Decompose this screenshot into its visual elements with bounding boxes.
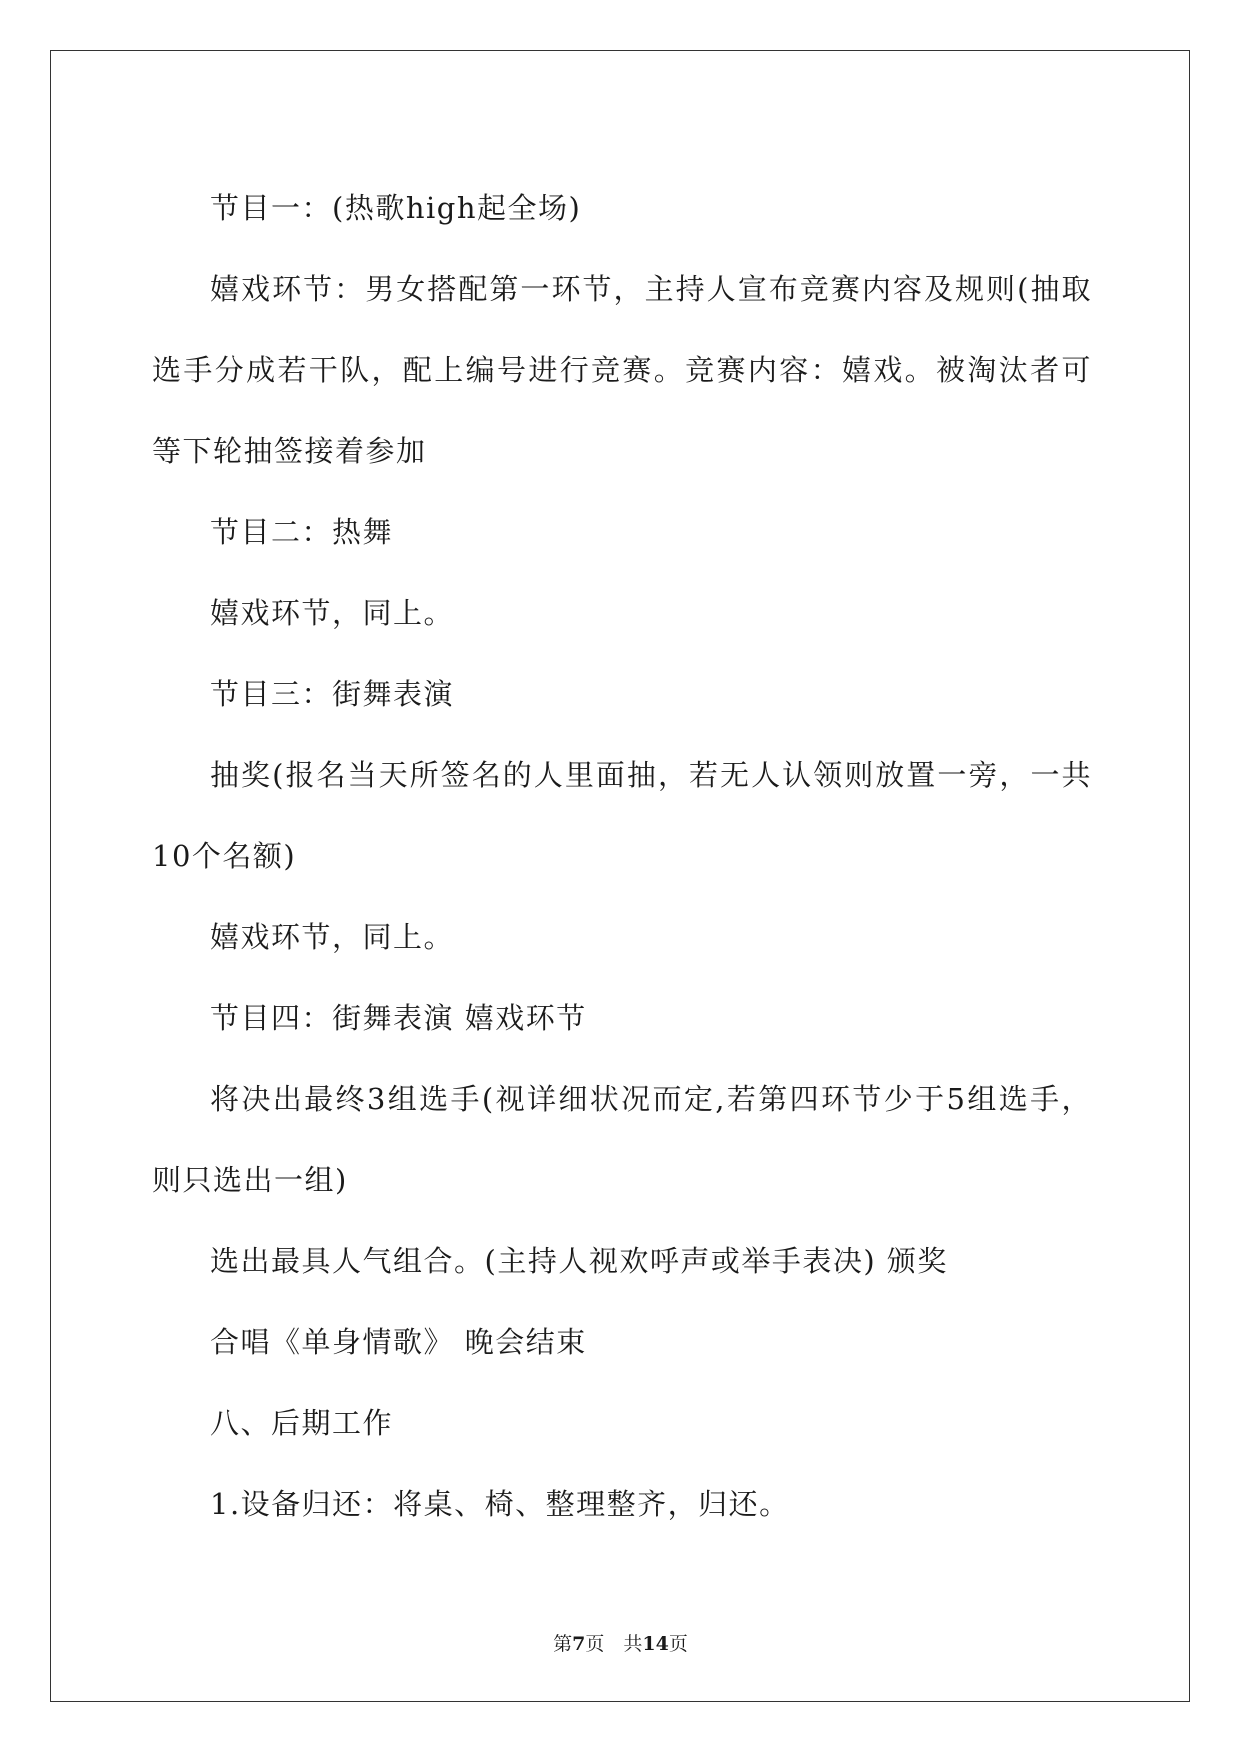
paragraph-final-selection: 将决出最终3组选手(视详细状况而定,若第四环节少于5组选手，则只选出一组) — [152, 1082, 1092, 1197]
section-heading-post-work: 八、后期工作 — [210, 1406, 394, 1440]
footer-current-page: 7 — [572, 1633, 586, 1655]
page-footer — [0, 1629, 1241, 1656]
document-body — [152, 168, 1092, 1545]
paragraph-program-one: 节目一：(热歌high起全场) — [210, 191, 582, 225]
paragraph-program-four: 节目四：街舞表演 嬉戏环节 — [210, 1001, 587, 1035]
footer-suffix: 页 — [668, 1633, 688, 1655]
footer-total-pages: 14 — [642, 1633, 669, 1655]
paragraph-game-rules: 嬉戏环节：男女搭配第一环节，主持人宣布竞赛内容及规则(抽取选手分成若干队，配上编号进行竞赛。竞赛内容：嬉戏。被淘汰者可等下轮抽签接着参加 — [152, 272, 1092, 468]
footer-prefix: 第 — [553, 1633, 573, 1655]
paragraph-equipment-return: 1.设备归还：将桌、椅、整理整齐，归还。 — [210, 1487, 790, 1521]
paragraph-lottery: 抽奖(报名当天所签名的人里面抽，若无人认领则放置一旁，一共10个名额) — [152, 758, 1092, 873]
paragraph-chorus-ending: 合唱《单身情歌》 晚会结束 — [210, 1325, 587, 1359]
paragraph-popular-award: 选出最具人气组合。(主持人视欢呼声或举手表决) 颁奖 — [210, 1244, 948, 1278]
footer-middle: 页 共 — [585, 1633, 643, 1655]
paragraph-game-same-2: 嬉戏环节，同上。 — [210, 920, 455, 954]
paragraph-program-three: 节目三：街舞表演 — [210, 677, 455, 711]
paragraph-program-two: 节目二：热舞 — [210, 515, 394, 549]
paragraph-game-same-1: 嬉戏环节，同上。 — [210, 596, 455, 630]
